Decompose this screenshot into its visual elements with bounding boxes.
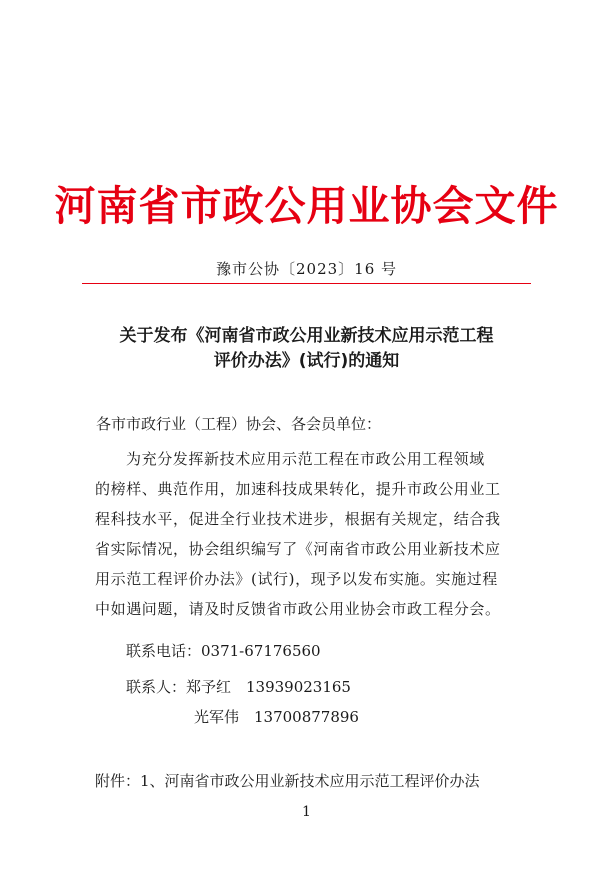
body-line: 的榜样、典范作用，加速科技成果转化，提升市政公用业工 <box>95 480 501 498</box>
document-header-title: 河南省市政公用业协会文件 <box>54 182 559 230</box>
attachment-line: 附件：1、河南省市政公用业新技术应用示范工程评价办法 <box>95 772 480 790</box>
body-line: 中如遇问题，请及时反馈省市政公用业协会市政工程分会。 <box>95 600 501 618</box>
notice-title-line-2: 评价办法》(试行)的通知 <box>213 351 400 371</box>
body-line: 为充分发挥新技术应用示范工程在市政公用工程领域 <box>126 450 485 468</box>
salutation: 各市市政行业（工程）协会、各会员单位： <box>96 415 382 433</box>
body-paragraph <box>95 444 535 624</box>
contact-phone: 联系电话：0371-67176560 <box>126 642 321 660</box>
body-line: 省实际情况，协会组织编写了《河南省市政公用业新技术应 <box>95 540 501 558</box>
red-divider-line <box>82 283 531 284</box>
contact-person-1: 联系人：郑予红 13939023165 <box>126 678 351 696</box>
page-number: 1 <box>302 804 311 820</box>
body-line: 程科技水平，促进全行业技术进步，根据有关规定，结合我 <box>95 510 501 528</box>
body-line: 用示范工程评价办法》(试行)，现予以发布实施。实施过程 <box>95 570 498 588</box>
contact-person-2: 光军伟 13700877896 <box>194 708 359 726</box>
notice-title <box>0 324 613 374</box>
notice-title-line-1: 关于发布《河南省市政公用业新技术应用示范工程 <box>119 326 494 346</box>
document-number: 豫市公协〔2023〕16 号 <box>215 260 398 278</box>
